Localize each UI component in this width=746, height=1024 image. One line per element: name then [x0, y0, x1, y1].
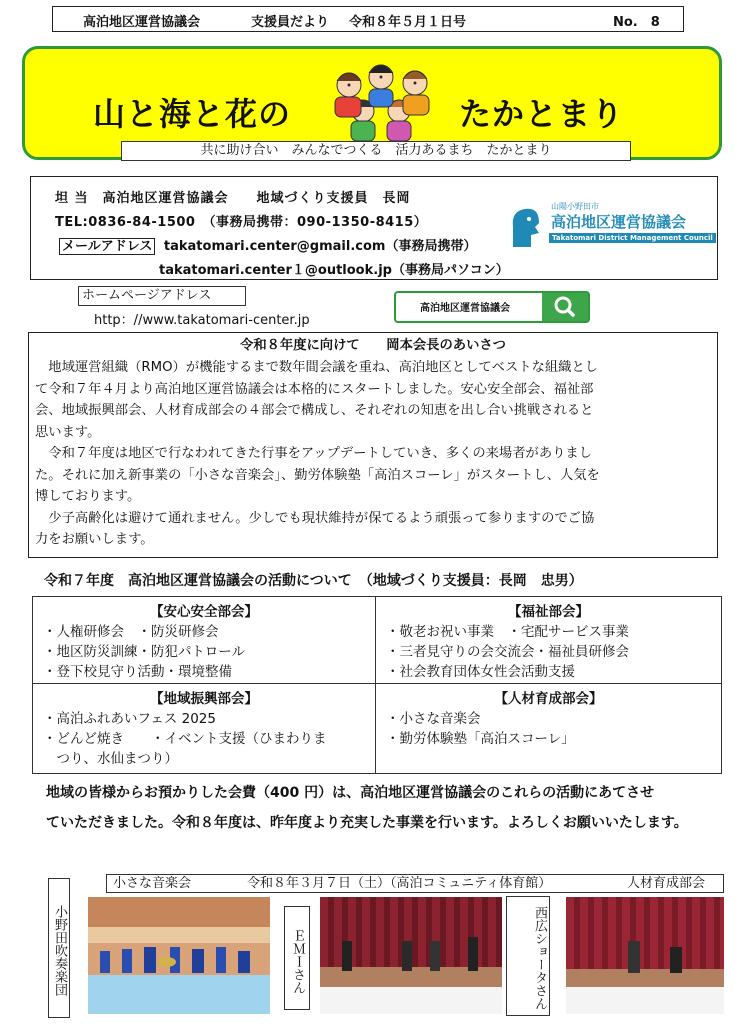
section-item: ・社会教育団体女性会活動支援	[386, 664, 575, 680]
section-promotion	[33, 684, 375, 773]
emi-photo	[320, 897, 502, 1014]
section-item: ・敬老お祝い事業 ・宅配サービス事業	[386, 624, 629, 640]
mail-address-2[interactable]: takatomari.center１@outlook.jp（事務局パソコン）	[159, 263, 509, 278]
section-item: ・勤労体験塾「高泊スコーレ」	[386, 731, 575, 747]
banner-title-right: たかとまり	[459, 95, 625, 133]
search-input[interactable]: 高泊地区運営協議会	[420, 303, 510, 314]
performer-label-band: 小野田吹奏楽団	[48, 878, 70, 1018]
search-bar[interactable]	[394, 291, 590, 323]
activities-heading: 令和７年度 高泊地区運営協議会の活動について （地域づくり支援員：長岡 忠男）	[44, 573, 583, 589]
concert-date: 令和８年３月７日（土）（高泊コミュニティ体育館）	[247, 876, 552, 891]
membership-note-line1: 地域の皆様からお預かりした会費（400 円）は、高泊地区運営協議会のこれらの活動にあてさせ	[46, 785, 655, 801]
cheering-people-illustration	[325, 57, 443, 143]
section-item: ・地区防災訓練・防犯パトロール	[43, 644, 245, 660]
council-logo	[509, 189, 713, 255]
greeting-line: 地域運営組織（RMO）が機能するまで数年間会議を重ね、高泊地区としてベストな組織とし	[35, 360, 599, 375]
band-photo	[88, 897, 270, 1014]
greeting-line: 会、地域振興部会、人材育成部会の４部会で構成し、それぞれの知恵を出し合い挑戦されると	[35, 403, 594, 418]
mail-label: メールアドレス	[59, 238, 155, 255]
search-icon	[542, 293, 588, 321]
section-item: ・高泊ふれあいフェス 2025	[43, 711, 216, 727]
greeting-box	[28, 332, 718, 558]
section-talent	[376, 684, 721, 773]
header-date: 令和８年５月１日号	[349, 15, 467, 30]
section-title: 【地域振興部会】	[150, 691, 258, 707]
section-welfare	[376, 597, 721, 683]
greeting-line: た。それに加え新事業の「小さな音楽会」、勤労体験塾「高泊スコーレ」がスタートし、人気を	[35, 467, 600, 483]
contact-mail-row	[59, 235, 476, 254]
contact-person: 坦 当 高泊地区運営協議会 地域づくり支援員 長岡	[55, 191, 411, 206]
homepage-label: ホームページアドレス	[78, 286, 246, 306]
section-item: ・どんど焼き ・イベント支援（ひまわりま	[43, 731, 327, 747]
greeting-line: 力をお願いします。	[35, 532, 154, 547]
header-org: 高泊地区運営協議会	[83, 15, 201, 30]
concert-name: 小さな音楽会	[113, 876, 192, 891]
section-title: 【安心安全部会】	[150, 604, 258, 620]
activities-grid	[32, 596, 722, 774]
greeting-line: 思います。	[35, 424, 101, 440]
nishihiro-photo	[566, 897, 724, 1014]
newsletter-header	[52, 6, 684, 32]
header-newsletter: 支援員だより	[251, 15, 330, 30]
concert-dept: 人材育成部会	[627, 876, 706, 891]
section-item: ・人権研修会 ・防災研修会	[43, 624, 219, 640]
logo-name: 高泊地区運営協議会	[551, 213, 687, 231]
contact-phone: TEL:0836-84-1500 （事務局携帯：090-1350-8415）	[55, 215, 428, 230]
concert-event-bar	[106, 874, 724, 893]
header-issue: No. 8	[613, 15, 660, 30]
section-title: 【福祉部会】	[508, 604, 589, 620]
section-item: ・小さな音楽会	[386, 711, 481, 727]
section-safety	[33, 597, 375, 683]
section-title: 【人材育成部会】	[494, 691, 603, 707]
logo-english: Takatomari District Management Council	[549, 233, 716, 243]
membership-note-line2: ていただきました。令和８年度は、昨年度より充実した事業を行います。よろしくお願いいたします。	[46, 815, 688, 831]
greeting-line: 少子高齢化は避けて通れません。少しでも現状維持が保てるよう頑張って参りますのでご協	[35, 510, 595, 526]
section-item: ・三者見守りの会交流会・福祉員研修会	[386, 644, 629, 660]
search-button[interactable]	[542, 293, 588, 321]
greeting-title: 令和８年度に向けて 岡本会長のあいさつ	[240, 338, 506, 353]
contact-box	[30, 176, 718, 280]
banner-slogan: 共に助け合い みんなでつくる 活力あるまち たかとまり	[121, 141, 631, 161]
greeting-line: て令和７年４月より高泊地区運営協議会は本格的にスタートしました。安心安全部会、福祉部	[35, 381, 594, 397]
greeting-line: 令和７年度は地区で行なわれてきた行事をアップデートしていき、多くの来場者がありまし	[35, 446, 593, 461]
performer-label-nishihiro: 西広ショータさん	[506, 896, 550, 1016]
logo-city: 山陽小野田市	[551, 202, 599, 211]
greeting-line: 博しております。	[35, 489, 141, 504]
lion-mascot-icon	[509, 203, 543, 249]
performer-label-emi: ＥＭＩさん	[284, 906, 310, 1010]
section-item: ・登下校見守り活動・環境整備	[43, 664, 232, 680]
section-item: つり、水仙まつり）	[43, 751, 178, 767]
banner-title-left: 山と海と花の	[93, 95, 292, 133]
title-banner	[22, 46, 722, 160]
homepage-url[interactable]: http：//www.takatomari-center.jp	[94, 313, 310, 328]
mail-address-1[interactable]: takatomari.center@gmail.com（事務局携帯）	[163, 239, 477, 254]
